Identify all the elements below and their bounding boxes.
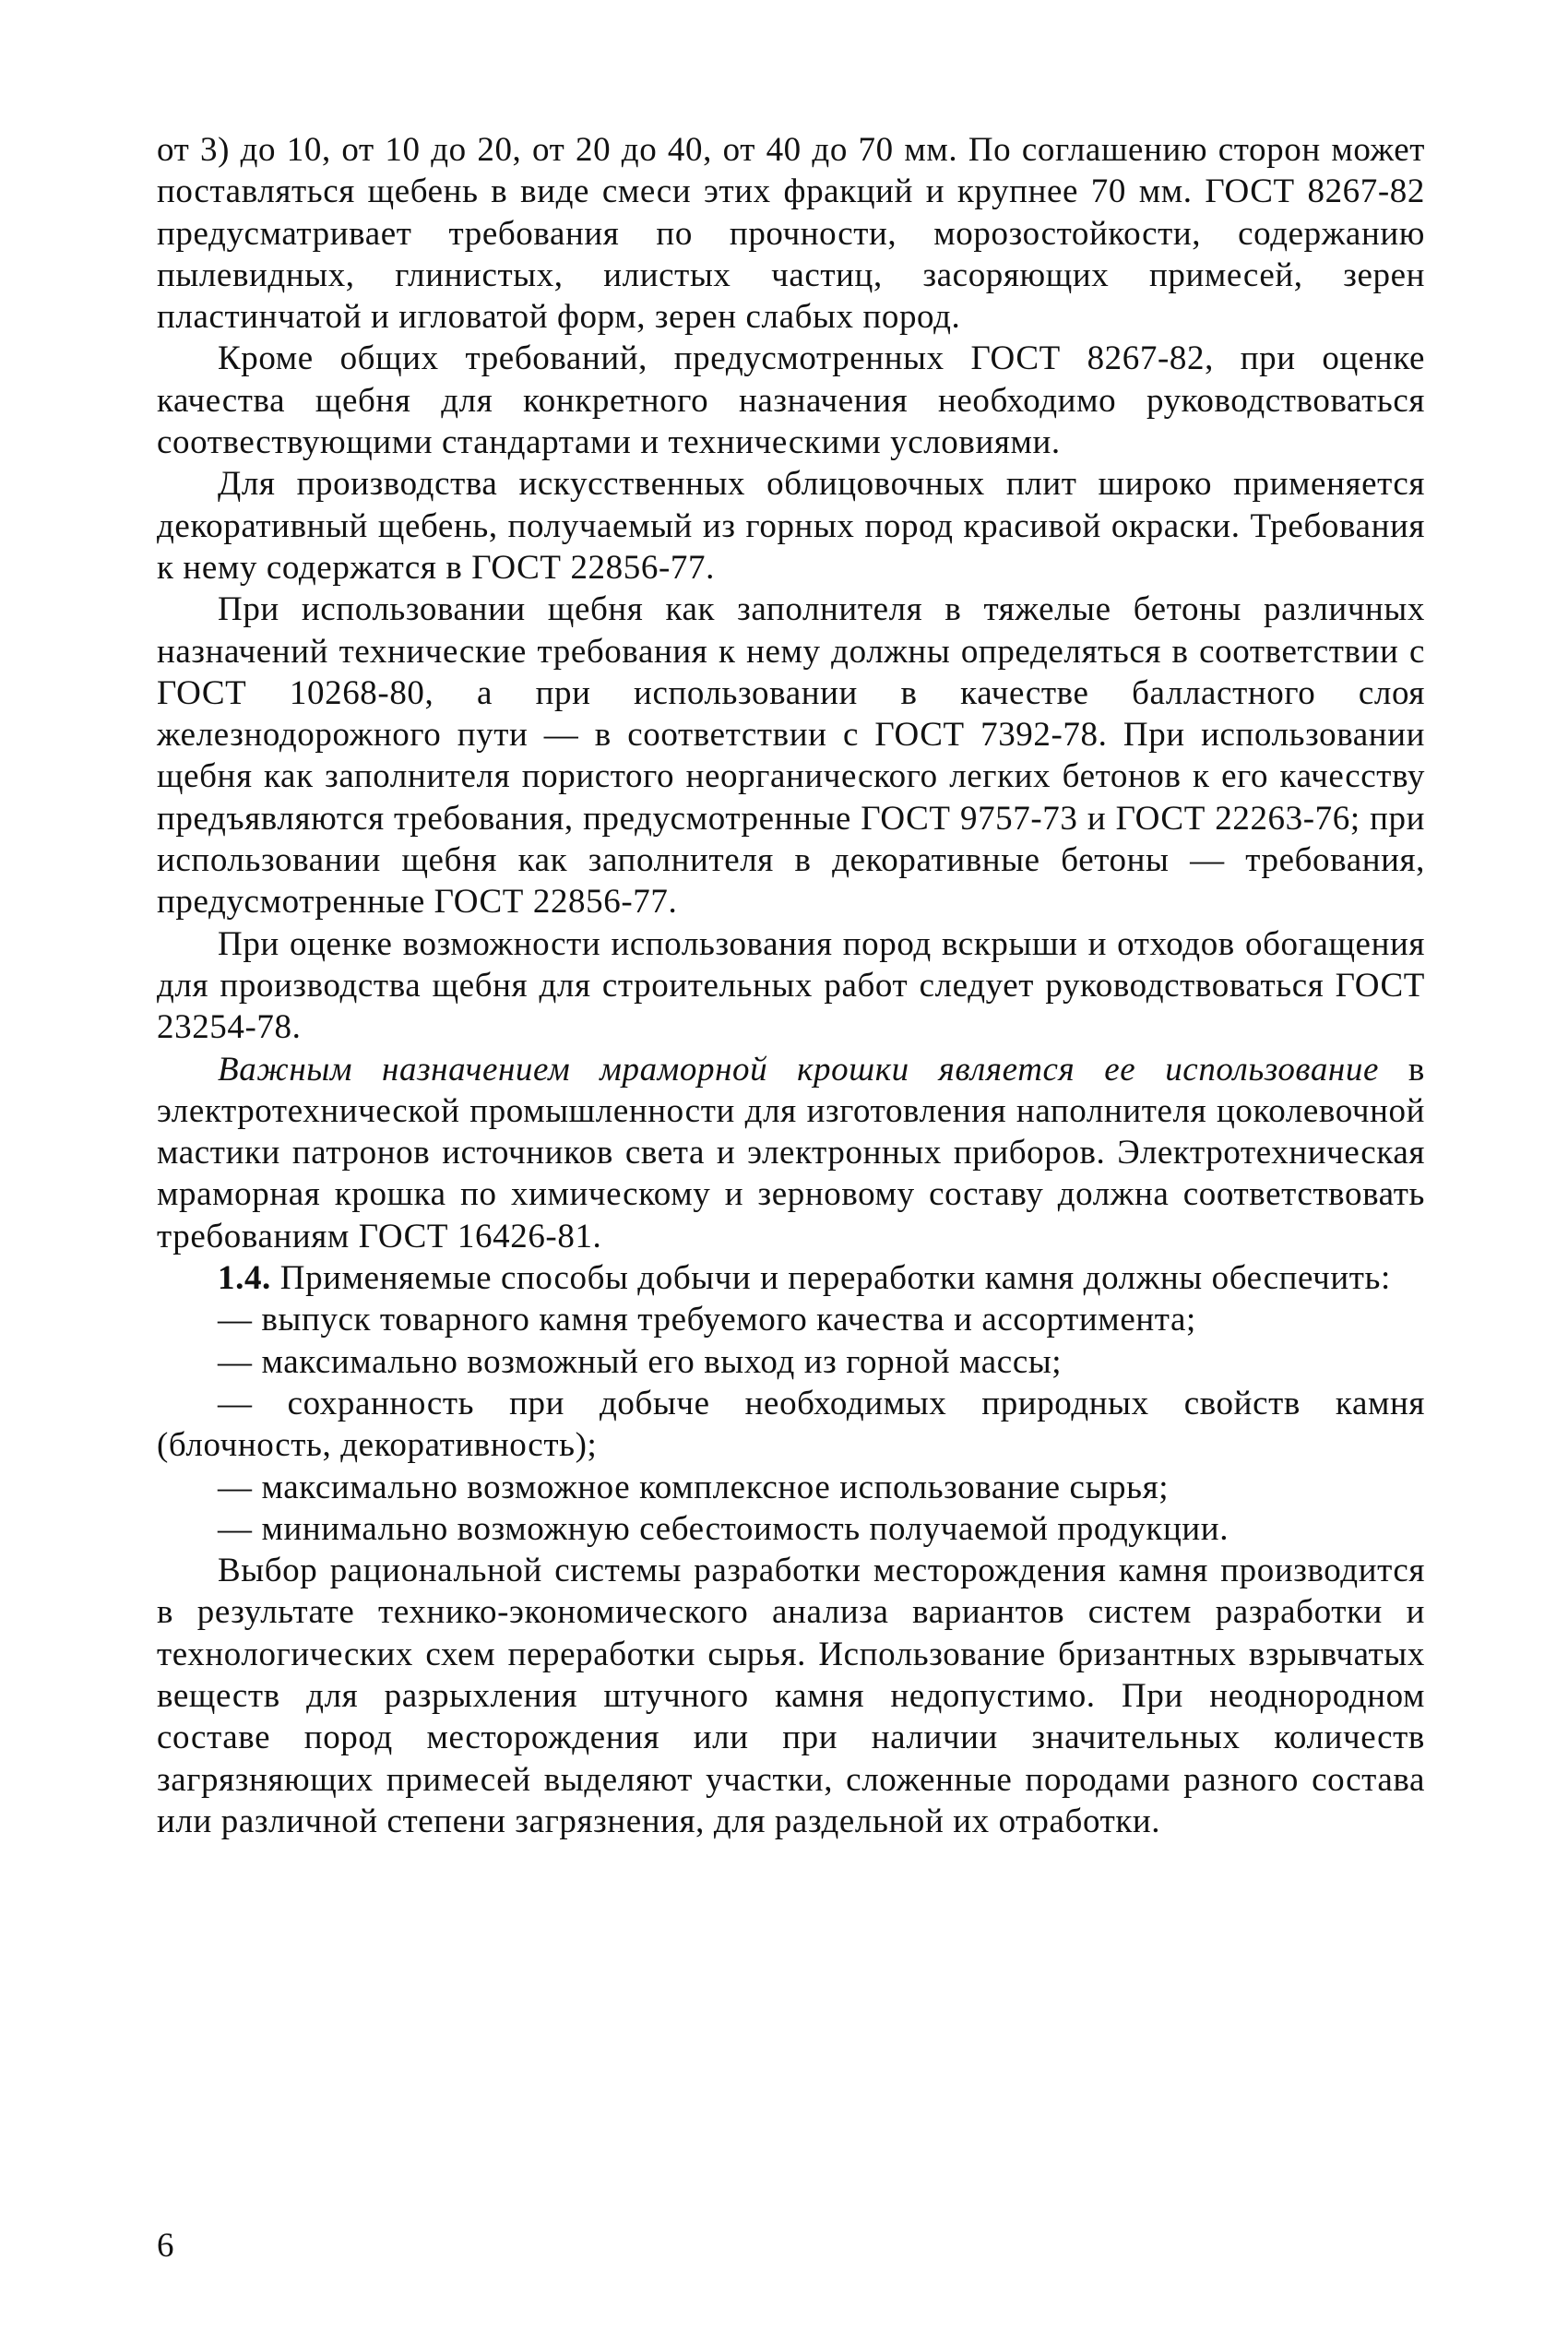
paragraph-marble-chips <box>157 1049 1425 1257</box>
paragraph-decorative-crushed-stone: Для производства искусственных облицовочных плит широко применяется декоративный щебень, получаемый из горных пород красивой окраски. Требования к нему содержатся в ГОСТ 22856-77. <box>157 465 1425 587</box>
list-item: — максимально возможное комплексное использование сырья; <box>218 1468 1170 1506</box>
marble-chips-emphasis: Важным назначением мраморной крошки является ее использование <box>218 1050 1380 1089</box>
paragraph-section-1-4 <box>157 1257 1425 1299</box>
paragraph-overburden-use: При оценке возможности использования пород вскрыши и отходов обогащения для производства щебня для строительных работ следует руководствоваться ГОСТ 23254-78. <box>157 924 1425 1047</box>
paragraph-fractions: от 3) до 10, от 10 до 20, от 20 до 40, от 40 до 70 мм. По соглашению сторон может поставляться щебень в виде смеси этих фракций и крупнее 70 мм. ГОСТ 8267-82 предусматривает требования по прочности, морозостойкости, содержанию пылевидных, глинистых, илистых частиц, засоряющих примесей, зерен пластинчатой и игловатой форм, зерен слабых пород. <box>157 131 1425 337</box>
list-item: — выпуск товарного камня требуемого качества и ассортимента; <box>218 1301 1196 1339</box>
paragraph-development-system: Выбор рациональной системы разработки месторождения камня производится в результате технико-экономического анализа вариантов систем разработки и технологических схем переработки сырья. Использование бризантных взрывчатых веществ для разрыхления штучного камня недопустимо. При неоднородном составе пород месторождения или при наличии значительных количеств загрязняющих примесей выделяют участки, сложенные породами разного состава или различной степени загрязнения, для раздельной их отработки. <box>157 1552 1425 1840</box>
paragraph-concrete-aggregate: При использовании щебня как заполнителя в тяжелые бетоны различных назначений технические требования к нему должны определяться в соответствии с ГОСТ 10268-80, а при использовании в качестве балластного слоя железнодорожного пути — в соответствии с ГОСТ 7392-78. При использовании щебня как заполнителя пористого неорганического легких бетонов к его качесству предъявляются требования, предусмотренные ГОСТ 9757-73 и ГОСТ 22263-76; при использовании щебня как заполнителя в декоративные бетоны — требования, предусмотренные ГОСТ 22856-77. <box>157 590 1425 922</box>
list-item: — максимально возможный его выход из горной массы; <box>218 1342 1063 1381</box>
list-item: — минимально возможную себестоимость получаемой продукции. <box>218 1509 1229 1548</box>
section-1-4-text: Применяемые способы добычи и переработки камня должны обеспечить: <box>270 1259 1391 1298</box>
marble-chips-text: в электротехнической промышленности для изготовления наполнителя цоколевочной мастики патронов источников света и электронных приборов. Электротехническая мраморная крошка по химическому и зерновому составу должна соответствовать требованиям ГОСТ 16426-81. <box>157 1050 1425 1255</box>
section-number: 1.4. <box>218 1259 271 1298</box>
paragraph-general-requirements: Кроме общих требований, предусмотренных ГОСТ 8267-82, при оценке качества щебня для конкретного назначения необходимо руководствоваться соотвествующими стандартами и техническими условиями. <box>157 339 1425 462</box>
list-item: — сохранность при добыче необходимых природных свойств камня (блочность, декоративность); <box>157 1384 1425 1465</box>
document-body <box>157 129 1425 1842</box>
page-number: 6 <box>157 2227 174 2265</box>
